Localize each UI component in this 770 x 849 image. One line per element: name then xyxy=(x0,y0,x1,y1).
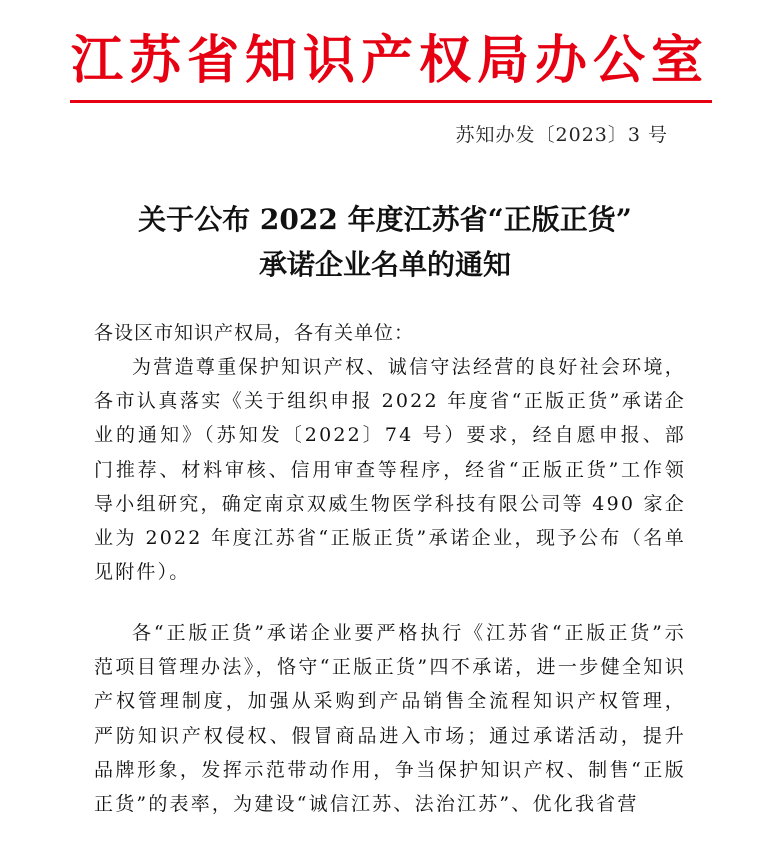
notice-title-line-2: 承诺企业名单的通知 xyxy=(258,248,511,281)
addressee: 各设区市知识产权局，各有关单位： xyxy=(94,322,415,344)
body-paragraph: 为营造尊重保护知识产权、诚信守法经营的良好社会环境，各市认真落实《关于组织申报 2022 年度省“正版正货”承诺企业的通知》（苏知发〔2022〕74 号）要求，经自愿申报、部门推荐、材料审核、信用审查等程序，经省“正版正货”工作领导小组研究，确定南京双威生物医学科技有限公司等 490 家企业为 2022 年度江苏省“正版正货”承诺企业，现予公布（名单见附件）。 xyxy=(94,356,686,584)
notice-title-line-1: 关于公布 2022 年度江苏省“正版正货” xyxy=(138,203,632,236)
document-number: 苏知办发〔2023〕3 号 xyxy=(455,124,668,146)
body-paragraph: 各“正版正货”承诺企业要严格执行《江苏省“正版正货”示范项目管理办法》，恪守“正版正货”四不承诺，进一步健全知识产权管理制度，加强从采购到产品销售全流程知识产权管理，严防知识产权侵权、假冒商品进入市场；通过承诺活动，提升品牌形象，发挥示范带动作用，争当保护知识产权、制售“正版正货”的表率，为建设“诚信江苏、法治江苏”、优化我省营 xyxy=(94,622,686,816)
red-divider-line xyxy=(70,100,712,103)
issuer-heading: 江苏省知识产权局办公室 xyxy=(70,30,709,91)
